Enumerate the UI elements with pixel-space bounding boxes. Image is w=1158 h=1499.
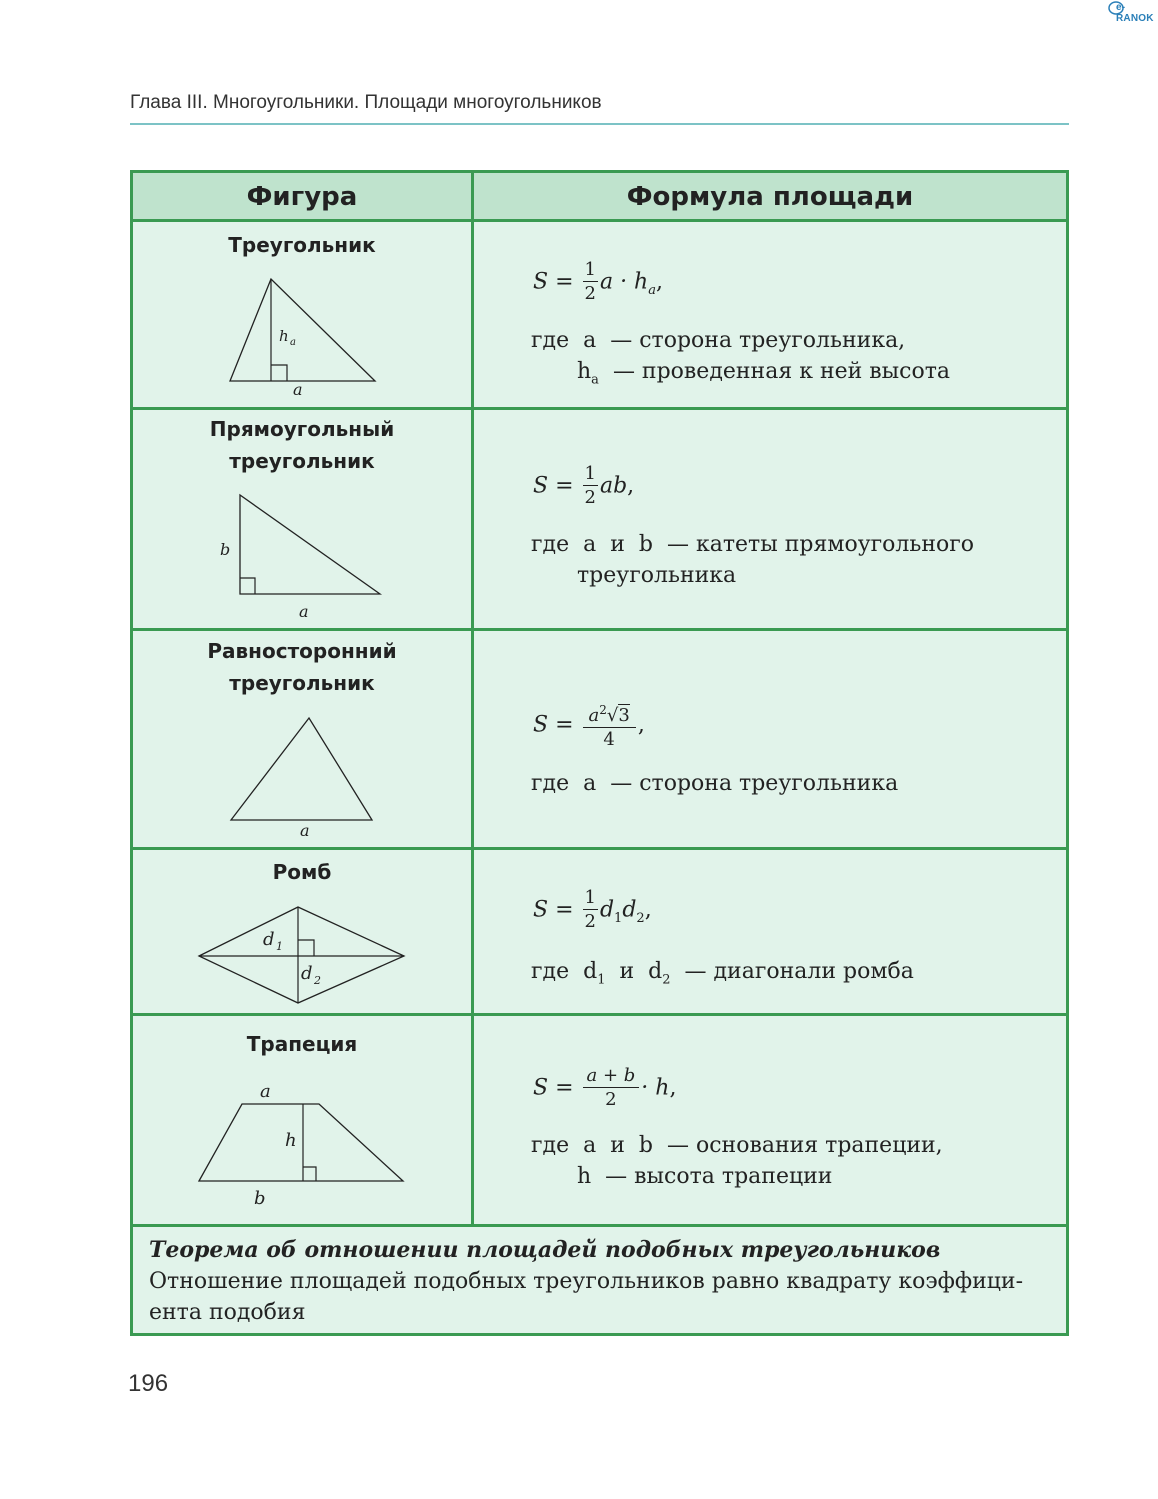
formula-rhs-var1: d [599, 897, 615, 923]
desc-text: — высота трапеции [605, 1164, 833, 1189]
label-bottom: b [254, 1188, 266, 1209]
label-leg-b: b [220, 540, 231, 559]
fraction-den: 2 [584, 911, 596, 932]
desc-rhombus [531, 956, 914, 995]
label-d1-sub: 1 [276, 940, 283, 953]
row-title-equilateral-2: треугольник [229, 671, 375, 695]
desc-var: h [577, 1164, 592, 1189]
label-height: h [285, 1130, 297, 1151]
page-number: 196 [128, 1370, 169, 1397]
formula-lhs: S = [533, 712, 574, 738]
desc-text: — сторона треугольника, [610, 328, 906, 353]
running-head: Глава III. Многоугольники. Площади многоугольников [130, 92, 602, 113]
fraction-den: 2 [583, 1087, 640, 1112]
formula-tail: , [655, 269, 663, 295]
desc-var1: d [583, 959, 598, 984]
desc-and: и [610, 532, 625, 557]
formula-rhs-sub: a [648, 282, 656, 298]
label-height-sub: a [290, 337, 296, 348]
desc-var: a [583, 328, 597, 353]
formula-rhs-sub2: 2 [636, 910, 645, 926]
fraction-den: 2 [584, 283, 596, 304]
formula-tail: , [644, 897, 652, 923]
label-top: a [260, 1081, 271, 1102]
num-var: a [588, 705, 600, 726]
desc-equilateral [531, 768, 898, 799]
row-title-triangle: Треугольник [228, 233, 376, 257]
desc-prefix: где [531, 1133, 570, 1158]
desc-triangle-line2 [577, 356, 950, 395]
fraction-sum [583, 1065, 640, 1112]
desc-and: и [610, 1133, 625, 1158]
desc-var2-sub: 2 [662, 972, 671, 988]
fraction-num: 1 [584, 887, 596, 908]
num-root: 3 [618, 705, 630, 726]
equilateral-triangle-figure [133, 708, 471, 843]
label-side: a [300, 821, 310, 840]
fraction-half [583, 463, 598, 510]
row-divider [133, 407, 1066, 410]
formula-rhs: a · h [599, 269, 649, 295]
theorem-line1: Отношение площадей подобных треугольников равно квадрату коэффици- [149, 1269, 1024, 1294]
desc-text: — катеты прямоугольного [666, 532, 975, 557]
desc-var: a [583, 771, 597, 796]
row-divider [133, 628, 1066, 631]
formula-rhs-var2: d [622, 897, 637, 923]
fraction-num: 1 [584, 463, 596, 484]
row-title-rhombus: Ромб [272, 860, 332, 884]
desc-right-triangle-line1 [531, 529, 974, 560]
label-d2: d [301, 963, 313, 984]
formula-rhombus [533, 887, 652, 934]
desc-text: — сторона треугольника [610, 771, 899, 796]
desc-var-sub: a [591, 372, 599, 388]
formula-tail: , [637, 712, 645, 738]
header-figure: Фигура [133, 173, 471, 222]
desc-var2: b [638, 1133, 653, 1158]
formula-triangle [533, 259, 663, 306]
fraction-num: 1 [584, 259, 596, 280]
header-formula: Формула площади [474, 173, 1066, 222]
formula-equilateral [533, 699, 645, 752]
desc-text: — проведенная к ней высота [612, 359, 951, 384]
row-divider [133, 1013, 1066, 1016]
formula-lhs: S = [533, 473, 574, 499]
label-height: h [279, 327, 289, 345]
desc-trapezoid-line1 [531, 1130, 943, 1161]
desc-trapezoid-line2 [577, 1161, 832, 1192]
desc-prefix: где [531, 959, 570, 984]
row-title-trapezoid: Трапеция [246, 1032, 358, 1056]
formula-lhs: S = [533, 269, 574, 295]
header-rule [130, 123, 1069, 125]
desc-prefix: где [531, 771, 570, 796]
row-divider [133, 847, 1066, 850]
num-pow: 2 [599, 703, 607, 717]
desc-var: h [577, 359, 592, 384]
right-triangle-figure [133, 488, 471, 623]
desc-var1: a [583, 1133, 597, 1158]
rhombus-figure [133, 898, 471, 1013]
formula-right-triangle [533, 463, 634, 510]
formula-tail: , [627, 473, 635, 499]
fraction-num: a + b [586, 1065, 636, 1086]
desc-var2: b [638, 532, 653, 557]
trapezoid-figure [133, 1073, 471, 1218]
desc-var1-sub: 1 [597, 972, 606, 988]
label-d1: d [263, 929, 275, 950]
desc-prefix: где [531, 328, 570, 353]
formula-rhs-sub1: 1 [614, 910, 623, 926]
desc-text: — диагонали ромба [684, 959, 914, 984]
formula-lhs: S = [533, 897, 574, 923]
formula-tail: , [669, 1075, 677, 1101]
theorem-block [149, 1235, 1059, 1328]
desc-triangle-line1 [531, 325, 905, 356]
fraction-den: 2 [584, 487, 596, 508]
row-title-equilateral-1: Равносторонний [207, 639, 397, 663]
logo-text: e-RANOK [1116, 2, 1154, 24]
desc-text: — основания трапеции, [666, 1133, 943, 1158]
label-d2-sub: 2 [314, 974, 321, 987]
desc-var2: d [648, 959, 663, 984]
desc-right-triangle-line2: треугольника [577, 563, 737, 588]
formula-rhs: ab [599, 473, 628, 499]
desc-prefix: где [531, 532, 570, 557]
fraction-half [583, 259, 598, 306]
formula-rhs: · h [641, 1075, 670, 1101]
triangle-figure [133, 268, 471, 403]
formula-lhs: S = [533, 1075, 574, 1101]
row-divider [133, 1224, 1066, 1227]
fraction-num: $a^2√3$ [588, 703, 630, 726]
theorem-title: Теорема об отношении площадей подобных треугольников [149, 1237, 941, 1263]
column-divider [471, 173, 474, 1227]
fraction-den: 4 [583, 727, 636, 752]
label-leg-a: a [299, 602, 309, 621]
fraction-root [583, 699, 636, 752]
formula-trapezoid [533, 1065, 676, 1112]
label-base: a [293, 380, 303, 399]
theorem-line2: ента подобия [149, 1300, 306, 1325]
desc-and: и [619, 959, 635, 984]
area-formulas-table [130, 170, 1069, 1336]
row-title-right-triangle-1: Прямоугольный [209, 417, 395, 441]
desc-var1: a [583, 532, 597, 557]
row-title-right-triangle-2: треугольник [229, 449, 375, 473]
fraction-half [583, 887, 598, 934]
